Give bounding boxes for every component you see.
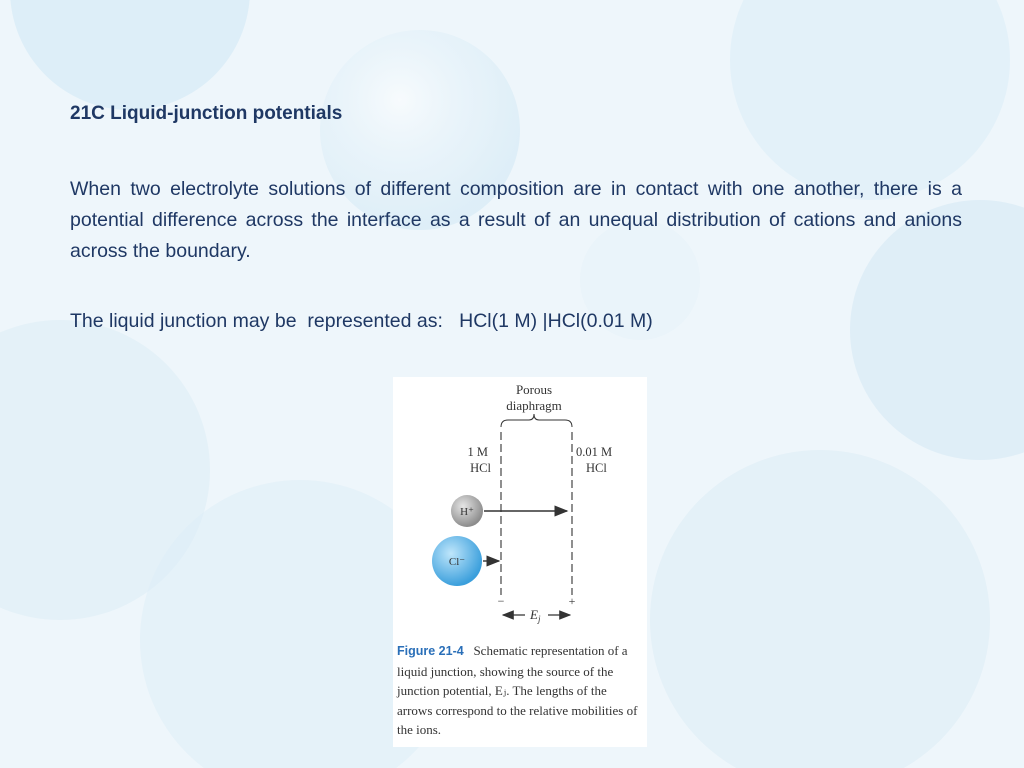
left-solute: HCl [470, 461, 491, 475]
junction-diagram [393, 377, 647, 637]
figure-label: Figure 21-4 [397, 644, 464, 658]
slide-paragraph: When two electrolyte solutions of different composition are in contact with one another, there is a potential difference across the interface as a result of an unequal distribution of cations and anions across the boundary. [70, 178, 962, 262]
hydrogen-ion-label: H⁺ [460, 506, 474, 518]
right-concentration: 0.01 M [576, 445, 613, 459]
porous-label-line2: diaphragm [506, 398, 562, 413]
porous-label-line1: Porous [515, 382, 553, 397]
potential-symbol: $E_j$ [530, 607, 541, 624]
left-concentration: 1 M [467, 445, 488, 459]
slide-title: 21C Liquid-junction potentials [70, 103, 343, 124]
chloride-ion-label: Cl⁻ [448, 556, 466, 568]
minus-sign: − [497, 594, 505, 608]
liquid-junction-figure [393, 377, 647, 747]
figure-caption [397, 641, 645, 740]
figure-caption-text: Schematic representation of a liquid junction, showing the source of the junction potential, Eⱼ. The lengths of the arrows correspond to the relative mobilities of the ions. [397, 643, 638, 737]
plus-sign: + [568, 594, 576, 608]
diaphragm-brace [501, 414, 572, 427]
junction-representation: The liquid junction may be represented as: HCl(1 M) |HCl(0.01 M) [70, 310, 653, 332]
right-solute: HCl [586, 461, 607, 475]
